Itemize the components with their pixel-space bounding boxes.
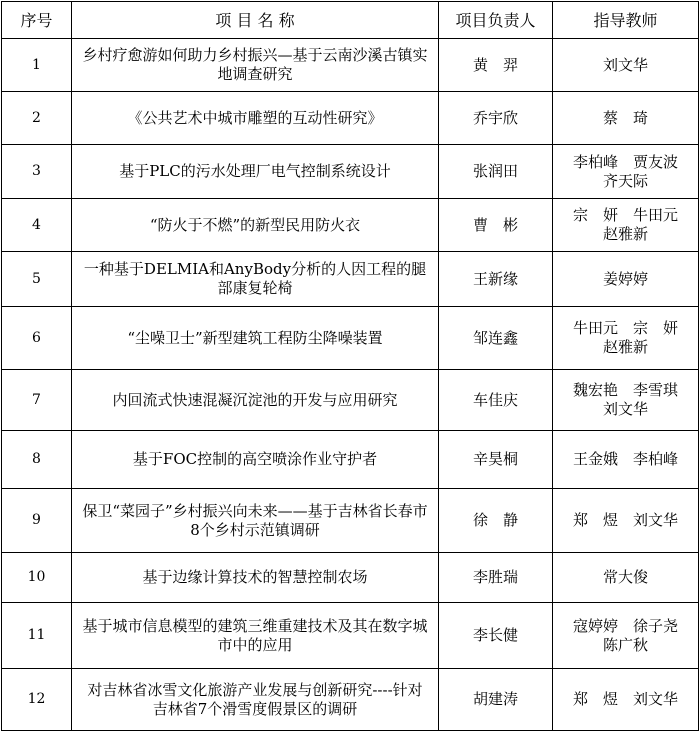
project-lead: 李胜瑞: [439, 553, 553, 603]
row-number: 2: [2, 92, 72, 145]
header-lead: 项目负责人: [439, 2, 553, 39]
project-name: 对吉林省冰雪文化旅游产业发展与创新研究----针对吉林省7个滑雪度假景区的调研: [72, 669, 439, 731]
advisor-line: 刘文华: [602, 55, 648, 74]
table-row: [2, 669, 699, 731]
advisor-line: 牛田元 宗 妍: [572, 319, 678, 337]
project-lead: 黄 羿: [439, 39, 553, 92]
project-name: “防火于不燃”的新型民用防火衣: [72, 199, 439, 252]
row-number: 11: [2, 603, 72, 669]
advisor-line: 姜婷婷: [602, 269, 648, 288]
advisor-cell: [553, 431, 699, 489]
table-row: [2, 553, 699, 603]
project-lead: 张润田: [439, 145, 553, 199]
row-number: 9: [2, 489, 72, 553]
project-name: 一种基于DELMIA和AnyBody分析的人因工程的腿部康复轮椅: [72, 252, 439, 307]
advisor-line: 常大俊: [602, 568, 648, 586]
advisor-cell: [553, 252, 699, 307]
advisor-line: 刘文华: [602, 400, 648, 418]
advisor-line: 寇婷婷 徐子尧: [572, 616, 678, 635]
project-lead: 王新缘: [439, 252, 553, 307]
row-number: 4: [2, 199, 72, 252]
advisor-line: 魏宏艳 李雪琪: [572, 381, 678, 399]
advisor-line: 宗 妍 牛田元: [572, 206, 678, 224]
table-row: [2, 489, 699, 553]
table-row: [2, 603, 699, 669]
advisor-cell: [553, 145, 699, 199]
row-number: 10: [2, 553, 72, 603]
project-name: 乡村疗愈游如何助力乡村振兴—基于云南沙溪古镇实地调查研究: [72, 39, 439, 92]
project-name: 基于PLC的污水处理厂电气控制系统设计: [72, 145, 439, 199]
project-name: 内回流式快速混凝沉淀池的开发与应用研究: [72, 370, 439, 431]
advisor-line: 李柏峰 贾友波: [572, 152, 678, 171]
advisor-line: 蔡 琦: [602, 108, 648, 127]
header-advisor: 指导教师: [553, 2, 699, 39]
advisor-cell: [553, 370, 699, 431]
row-number: 12: [2, 669, 72, 731]
project-lead: 乔宇欣: [439, 92, 553, 145]
table-row: [2, 199, 699, 252]
table-row: [2, 92, 699, 145]
project-lead: 邹连鑫: [439, 307, 553, 370]
project-name: “尘噪卫士”新型建筑工程防尘降噪装置: [72, 307, 439, 370]
advisor-cell: [553, 669, 699, 731]
table-row: [2, 370, 699, 431]
project-name: 《公共艺术中城市雕塑的互动性研究》: [72, 92, 439, 145]
table-row: [2, 431, 699, 489]
advisor-line: 陈广秋: [602, 635, 648, 654]
table-row: [2, 307, 699, 370]
advisor-cell: [553, 307, 699, 370]
advisor-line: 赵雅新: [602, 338, 648, 356]
project-lead: 曹 彬: [439, 199, 553, 252]
project-lead: 胡建涛: [439, 669, 553, 731]
advisor-line: 齐天际: [602, 171, 648, 190]
project-lead: 徐 静: [439, 489, 553, 553]
project-lead: 李长健: [439, 603, 553, 669]
advisor-cell: [553, 199, 699, 252]
project-table: [1, 1, 699, 731]
advisor-cell: [553, 603, 699, 669]
advisor-cell: [553, 489, 699, 553]
project-name: 基于城市信息模型的建筑三维重建技术及其在数字城市中的应用: [72, 603, 439, 669]
advisor-cell: [553, 39, 699, 92]
project-name: 基于边缘计算技术的智慧控制农场: [72, 553, 439, 603]
header-no: 序号: [2, 2, 72, 39]
row-number: 5: [2, 252, 72, 307]
advisor-line: 郑 煜 刘文华: [572, 511, 678, 529]
project-name: 基于FOC控制的高空喷涂作业守护者: [72, 431, 439, 489]
advisor-cell: [553, 553, 699, 603]
advisor-line: 赵雅新: [602, 225, 648, 243]
table-row: [2, 39, 699, 92]
row-number: 8: [2, 431, 72, 489]
advisor-line: 王金娥 李柏峰: [572, 450, 678, 468]
project-lead: 辛昊桐: [439, 431, 553, 489]
header-name: 项 目 名 称: [72, 2, 439, 39]
project-lead: 车佳庆: [439, 370, 553, 431]
advisor-line: 郑 煜 刘文华: [572, 690, 678, 708]
table-row: [2, 252, 699, 307]
header-row: [2, 2, 699, 39]
project-name: 保卫“菜园子”乡村振兴向未来——基于吉林省长春市8个乡村示范镇调研: [72, 489, 439, 553]
row-number: 1: [2, 39, 72, 92]
row-number: 7: [2, 370, 72, 431]
row-number: 3: [2, 145, 72, 199]
table-row: [2, 145, 699, 199]
advisor-cell: [553, 92, 699, 145]
row-number: 6: [2, 307, 72, 370]
